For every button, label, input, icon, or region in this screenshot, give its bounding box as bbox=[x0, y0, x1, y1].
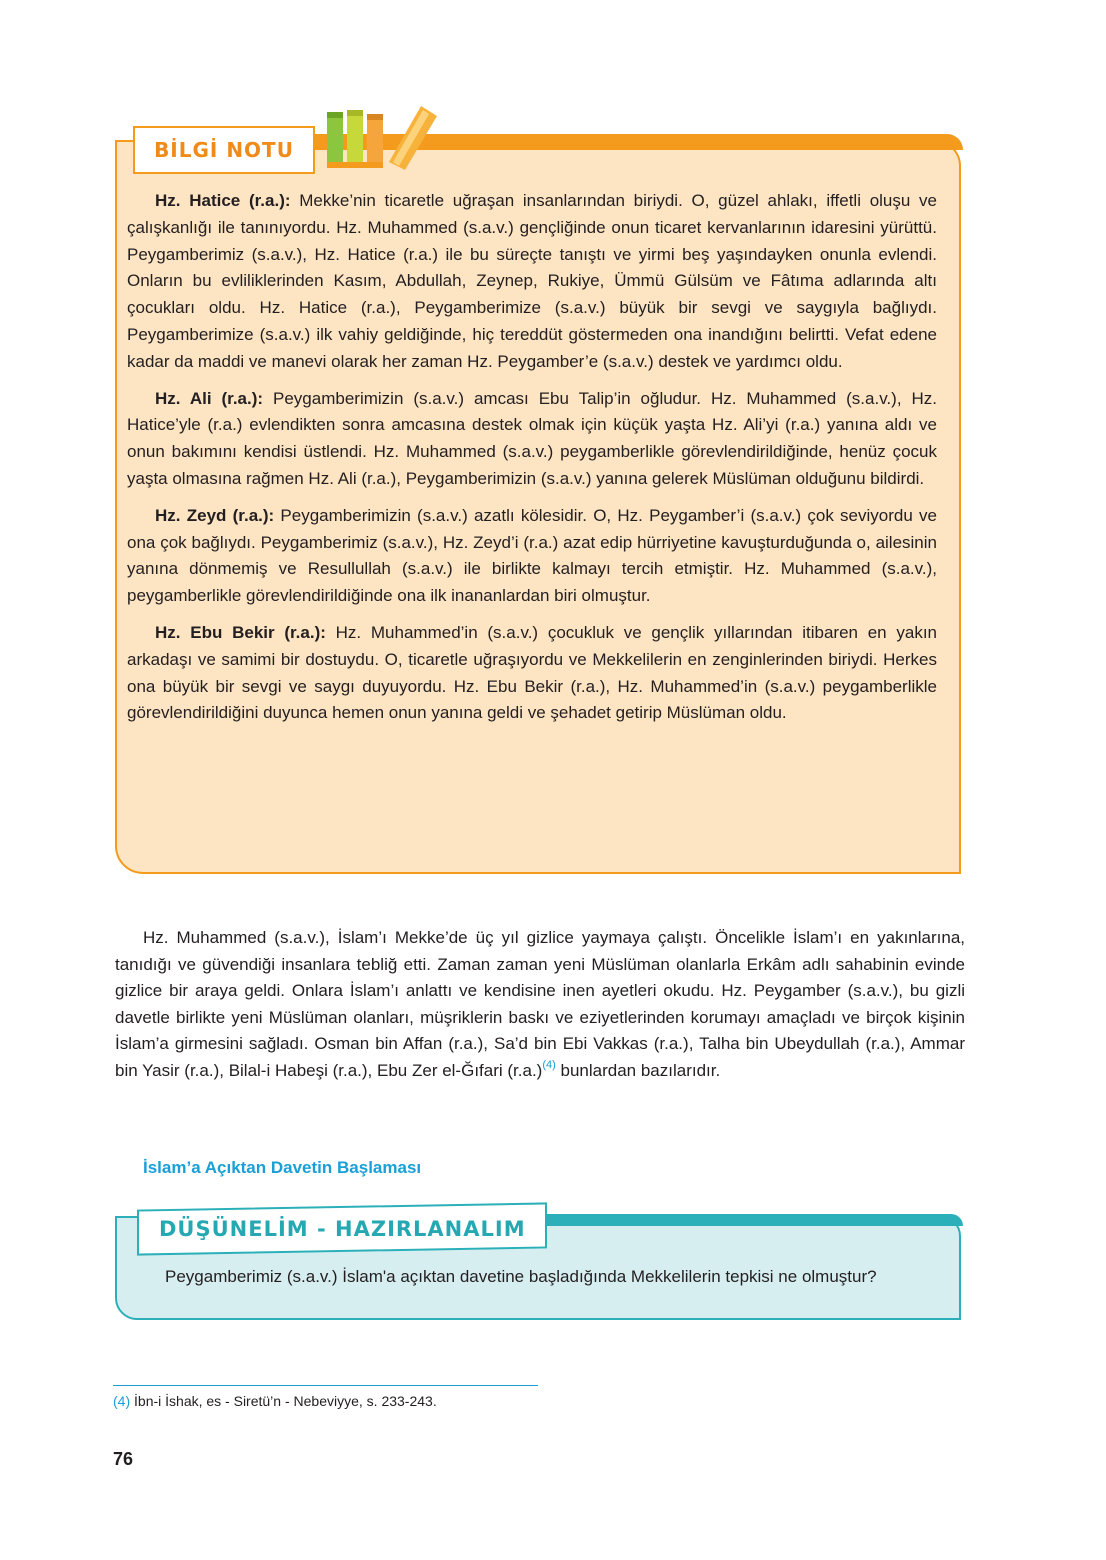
note-term: Hz. Ebu Bekir (r.a.): bbox=[155, 622, 326, 642]
main-paragraph bbox=[115, 925, 965, 1085]
info-note-text bbox=[127, 188, 937, 737]
main-text-end: bunlardan bazılarıdır. bbox=[555, 1060, 721, 1080]
think-prepare-label bbox=[137, 1202, 547, 1255]
footnote-divider bbox=[113, 1385, 538, 1386]
footnote-reference[interactable]: (4) bbox=[542, 1058, 556, 1071]
section-heading: İslam’a Açıktan Davetin Başlaması bbox=[143, 1158, 422, 1177]
footnote-number: (4) bbox=[113, 1393, 131, 1409]
note-paragraph bbox=[127, 386, 937, 493]
info-note-label bbox=[133, 126, 315, 174]
note-paragraph bbox=[127, 503, 937, 610]
think-prepare-top-bar bbox=[535, 1214, 963, 1226]
note-term: Hz. Ali (r.a.): bbox=[155, 388, 264, 408]
note-term: Hz. Zeyd (r.a.): bbox=[155, 505, 275, 525]
books-icon bbox=[323, 104, 443, 174]
main-text: Hz. Muhammed (s.a.v.), İslam’ı Mekke’de üç yıl gizlice yaymaya çalıştı. Öncelikle İslam’ı en yakınlarına, tanıdığı ve güvendiği insanlara tebliğ etti. Zaman zaman yeni Müslüman olanlarla Erkâm adlı sahabinin evinde gizlice bir araya geldi. Onlara İslam’ı anlattı ve kendisine inen ayetleri okudu. Hz. Peygamber (s.a.v.), bu gizli davetle birlikte yeni Müslüman olanları, müşriklerin baskı ve eziyetlerinden korumayı amaçladı ve birçok kişinin İslam’a girmesini sağladı. Osman bin Affan (r.a.), Sa’d bin Ebi Vakkas (r.a.), Talha bin Ubeydullah (r.a.), Ammar bin Yasir (r.a.), Bilal-i Habeşi (r.a.), Ebu Zer el-Ğıfari (r.a.) bbox=[115, 928, 965, 1080]
page-number: 76 bbox=[113, 1449, 134, 1469]
note-term: Hz. Hatice (r.a.): bbox=[155, 191, 291, 210]
info-note-box bbox=[115, 104, 965, 878]
think-prepare-title: DÜŞÜNELİM - HAZIRLANALIM bbox=[158, 1217, 526, 1242]
note-description: Mekke’nin ticaretle uğraşan insanlarından biriydi. O, güzel ahlakı, iffetli oluşu ve çalışkanlığı ile tanınıyordu. Hz. Muhammed (s.a.v.) gençliğinde onun ticaret kervanlarının idaresini yürüttü. Peygamberimiz (s.a.v.), Hz. Hatice (r.a.) ile bu süreçte tanıştı ve yirmi beş yaşındayken onunla evlendi. Onların bu evliliklerinden Kasım, Abdullah, Zeynep, Rukiye, Ümmü Gülsüm ve Fâtıma adlarında altı çocukları oldu. Hz. Hatice (r.a.), Peygamberimize (s.a.v.) büyük bir sevgi ve saygıyla bağlıydı. Peygamberimize (s.a.v.) ilk vahiy geldiğinde, hiç tereddüt göstermeden ona inandığını belirtti. Vefat edene kadar da maddi ve manevi olarak her zaman Hz. Peygamber’e (s.a.v.) destek ve yardımcı oldu. bbox=[127, 191, 938, 371]
footnote-text: İbn-i İshak, es - Siretü’n - Nebeviyye, s. 233-243. bbox=[130, 1393, 437, 1409]
note-description: Peygamberimizin (s.a.v.) amcası Ebu Talip’in oğludur. Hz. Muhammed (s.a.v.), Hz. Hatice’yle (r.a.) evlendikten sonra amcasına destek olmak için küçük yaşta Hz. Ali’yi (r.a.) yanına aldı ve onun bakımını kendisi üstlendi. Hz. Muhammed (s.a.v.) peygamberlikle görevlendirildiğinde, henüz çocuk yaşta olmasına rağmen Hz. Ali (r.a.), Peygamberimizin (s.a.v.) yanına gelerek Müslüman olduğunu bildirdi. bbox=[127, 388, 937, 488]
note-paragraph bbox=[127, 620, 937, 727]
note-description: Hz. Muhammed’in (s.a.v.) çocukluk ve gençlik yıllarından itibaren en yakın arkadaşı ve samimi bir dostuydu. O, ticaretle uğraşıyordu ve Mekkelilerin en zenginlerinden biriydi. Herkes ona büyük bir sevgi ve saygı duyuyordu. Hz. Ebu Bekir (r.a.), Hz. Muhammed’in (s.a.v.) peygamberlikle görevlendirildiğini duyunca hemen onun yanına geldi ve şehadet getirip Müslüman oldu. bbox=[127, 622, 937, 723]
think-prepare-box bbox=[115, 1196, 965, 1322]
note-description: Peygamberimizin (s.a.v.) azatlı kölesidir. O, Hz. Peygamber’i (s.a.v.) çok seviyordu ve ona çok bağlıydı. Peygamberimiz (s.a.v.), Hz. Zeyd’i (r.a.) azat edip hürriyetine kavuşturduğunda o, ailesinin yanına dönmemiş ve Resullullah (s.a.v.) ile birlikte kalmayı tercih etmiştir. Hz. Muhammed (s.a.v.), peygamberlikle görevlendirildiğinde ona ilk inananlardan biri olmuştur. bbox=[127, 505, 937, 606]
info-note-title: BİLGİ NOTU bbox=[154, 138, 294, 162]
footnote bbox=[113, 1393, 437, 1409]
think-prepare-question bbox=[137, 1264, 943, 1290]
note-paragraph bbox=[127, 188, 937, 376]
question-text: Peygamberimiz (s.a.v.) İslam'a açıktan davetine başladığında Mekkelilerin tepkisi ne olmuştur? bbox=[165, 1267, 877, 1286]
